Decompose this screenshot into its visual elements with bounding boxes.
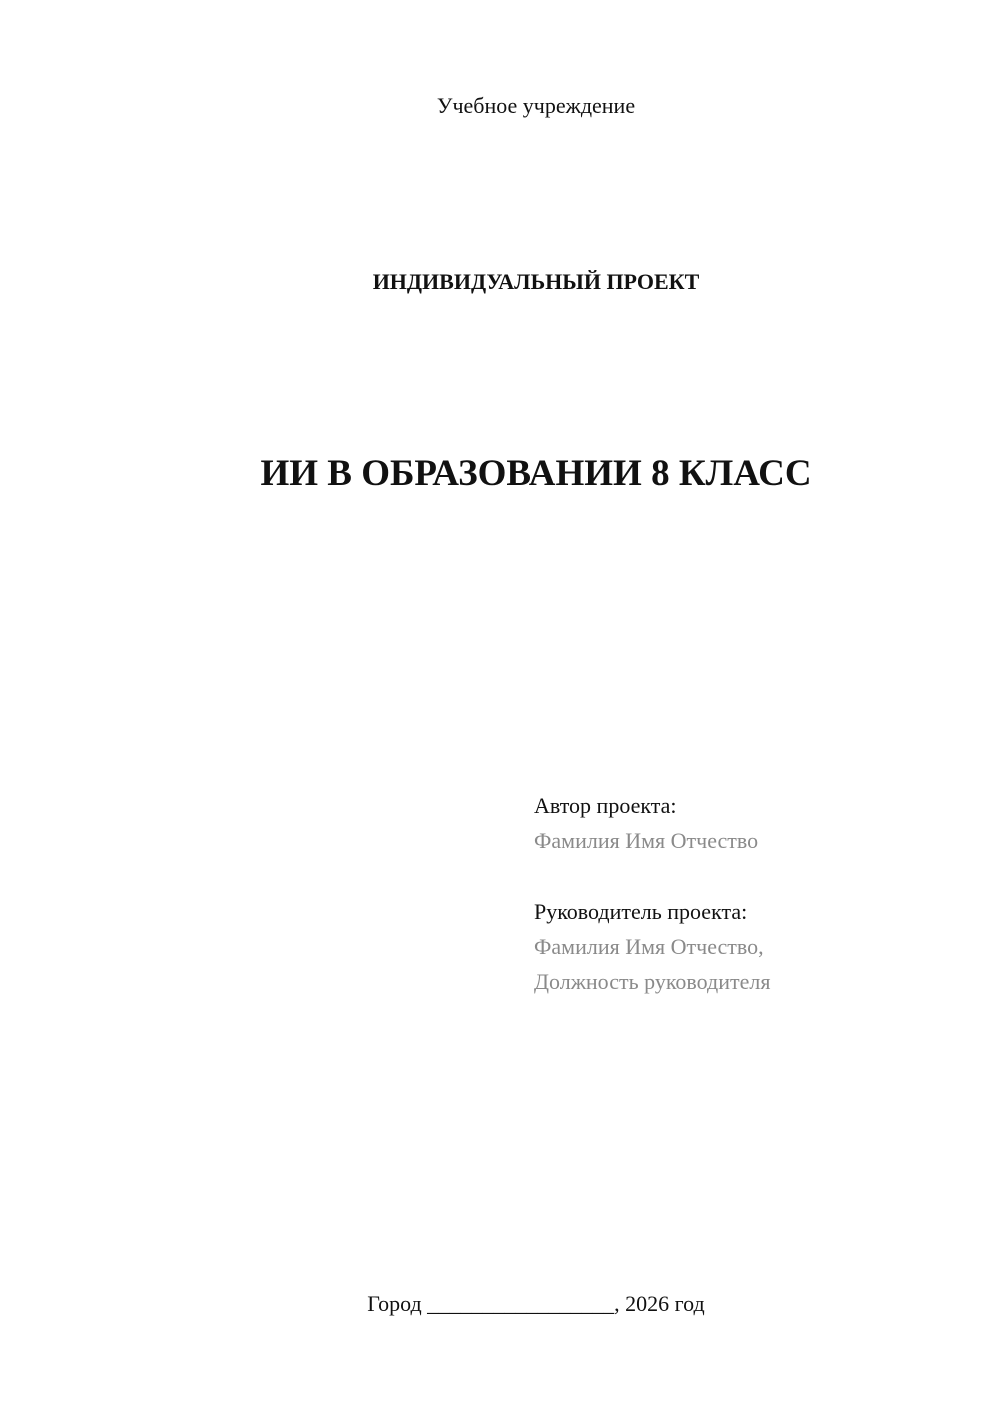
document-type: ИНДИВИДУАЛЬНЫЙ ПРОЕКТ xyxy=(372,269,700,294)
credits-block xyxy=(534,788,974,999)
project-title: ИИ В ОБРАЗОВАНИИ 8 КЛАСС xyxy=(260,453,812,494)
institution-name: Учебное учреждение xyxy=(436,93,636,118)
supervisor-label: Руководитель проекта: xyxy=(534,899,748,924)
credits-spacer xyxy=(534,858,974,894)
supervisor-position-placeholder: Должность руководителя xyxy=(534,969,771,994)
author-label: Автор проекта: xyxy=(534,793,677,818)
supervisor-name-placeholder: Фамилия Имя Отчество, xyxy=(534,934,764,959)
city-year-line: Город _________________, 2026 год xyxy=(367,1291,705,1316)
author-name-placeholder: Фамилия Имя Отчество xyxy=(534,828,759,853)
